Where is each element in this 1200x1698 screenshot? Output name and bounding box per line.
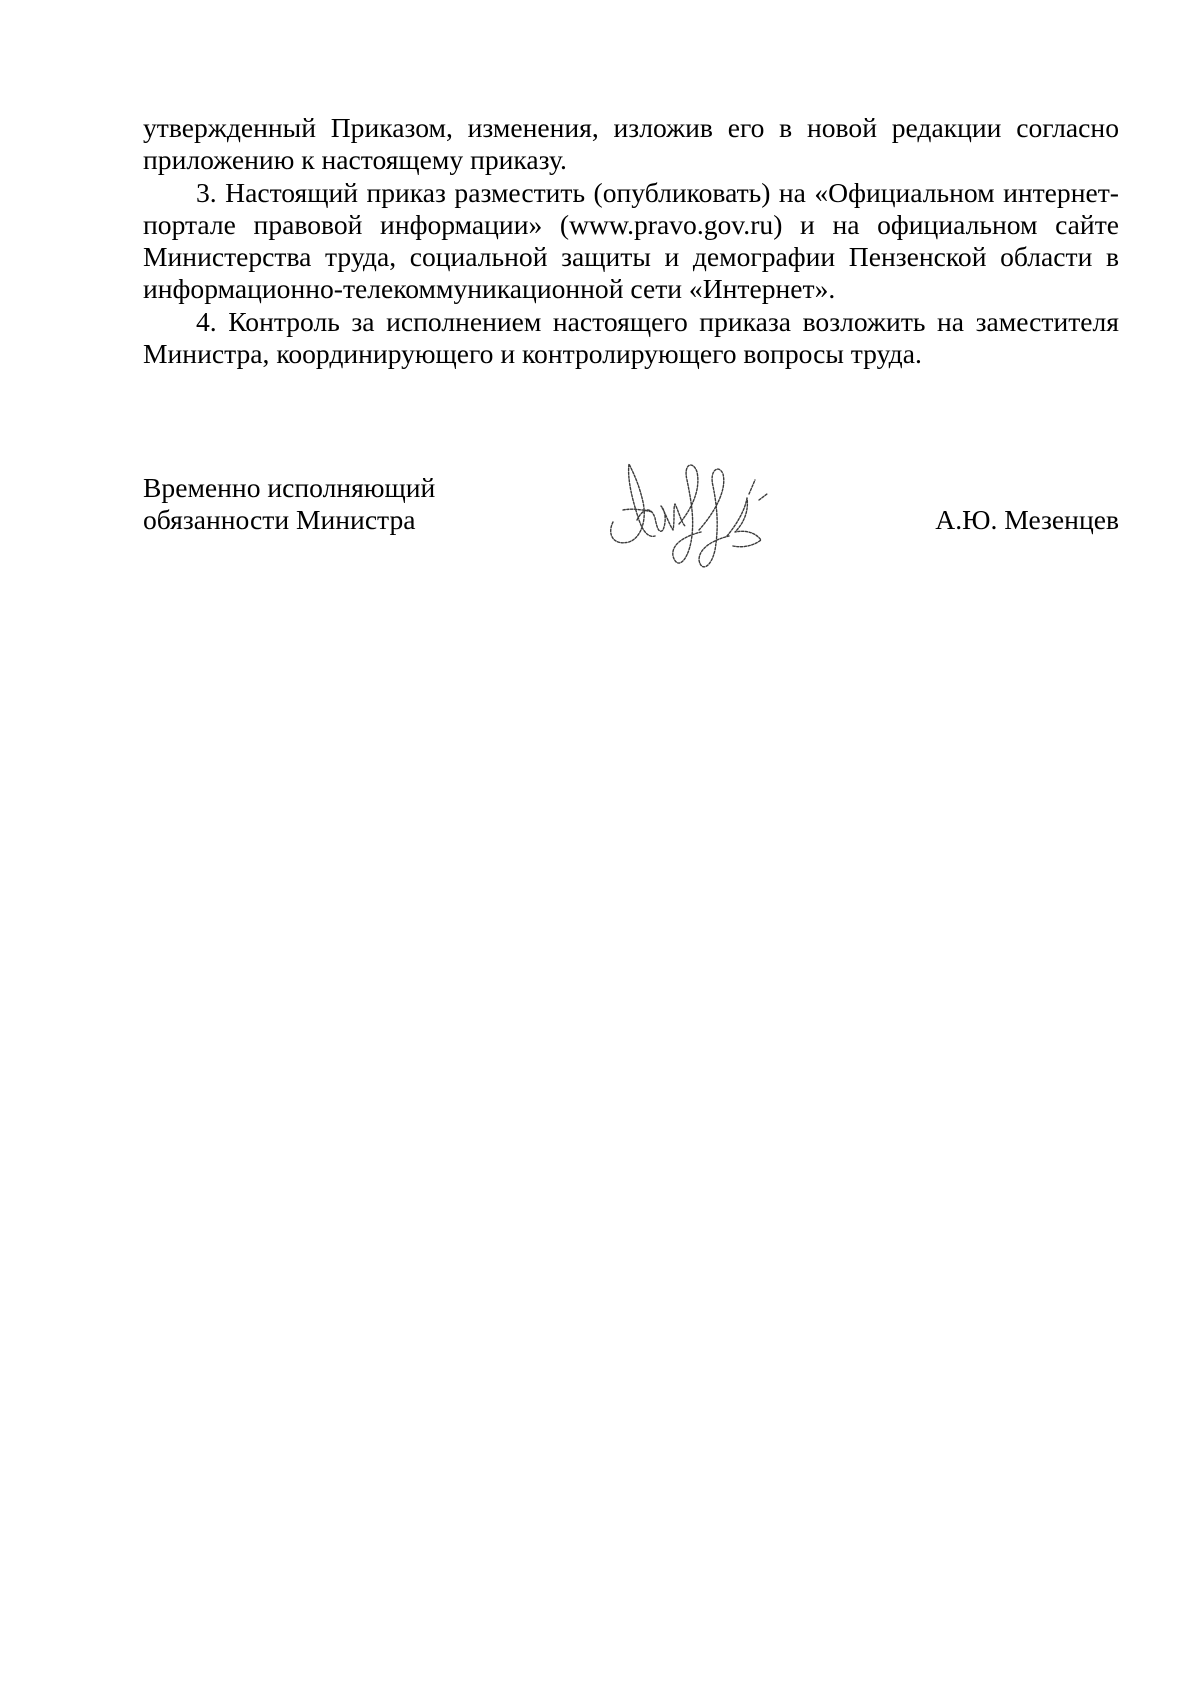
signatory-position (143, 472, 435, 537)
paragraph-continuation: утвержденный Приказом, изменения, изложив его в новой редакции согласно приложению к настоящему приказу. (143, 112, 1119, 176)
signature-block (143, 472, 1119, 602)
signatory-name: А.Ю. Мезенцев (935, 504, 1119, 535)
document-body (143, 112, 1119, 370)
signatory-position-line-2: обязанности Министра (143, 504, 416, 536)
signatory-position-line-1: Временно исполняющий (143, 472, 436, 503)
paragraph-item-4: 4. Контроль за исполнением настоящего приказа возложить на заместителя Министра, координирующего и контролирующего вопросы труда. (143, 305, 1119, 370)
handwritten-signature (603, 450, 783, 580)
paragraph-item-3: 3. Настоящий приказ разместить (опубликовать) на «Официальном интернет-портале правовой информации» (www.pravo.gov.ru) и на официальном сайте Министерства труда, социальной защиты и демографии Пензенской области в информационно-телекоммуникационной сети «Интернет». (143, 176, 1119, 305)
